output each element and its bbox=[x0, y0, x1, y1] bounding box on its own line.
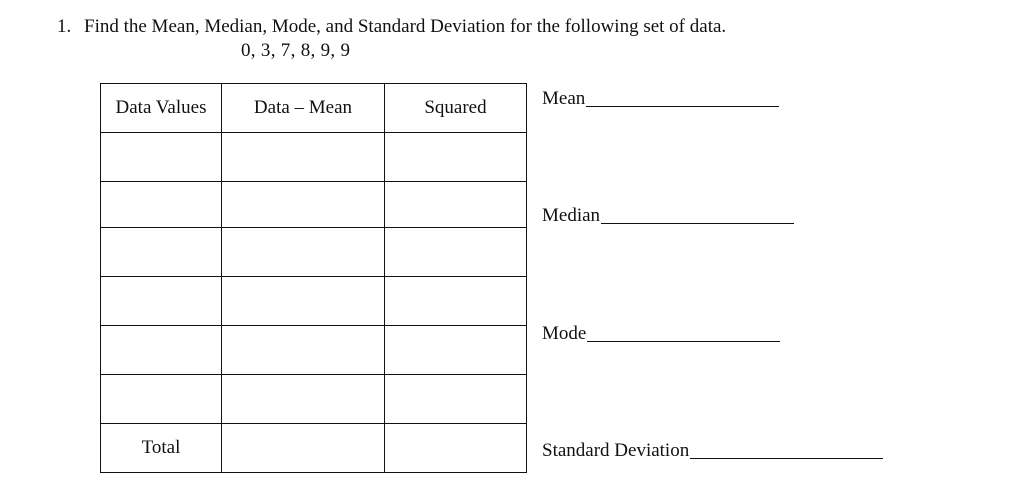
mode-label: Mode bbox=[542, 323, 587, 344]
mean-label: Mean bbox=[542, 88, 586, 109]
standard-deviation-blank[interactable] bbox=[690, 458, 883, 459]
table-header-row bbox=[101, 84, 527, 133]
mean-answer bbox=[542, 88, 779, 110]
total-squared-cell[interactable] bbox=[385, 424, 527, 473]
table-row bbox=[101, 277, 527, 326]
median-blank[interactable] bbox=[601, 223, 794, 224]
header-squared: Squared bbox=[385, 84, 527, 133]
header-data-values: Data Values bbox=[101, 84, 222, 133]
data-set: 0, 3, 7, 8, 9, 9 bbox=[241, 40, 351, 61]
deviation-cell[interactable] bbox=[222, 326, 385, 375]
deviation-cell[interactable] bbox=[222, 182, 385, 228]
table-row bbox=[101, 375, 527, 424]
deviation-cell[interactable] bbox=[222, 133, 385, 182]
table-row bbox=[101, 182, 527, 228]
deviation-cell[interactable] bbox=[222, 228, 385, 277]
data-value-cell[interactable] bbox=[101, 228, 222, 277]
squared-cell[interactable] bbox=[385, 133, 527, 182]
total-deviation-cell[interactable] bbox=[222, 424, 385, 473]
squared-cell[interactable] bbox=[385, 182, 527, 228]
squared-cell[interactable] bbox=[385, 228, 527, 277]
standard-deviation-answer bbox=[542, 440, 883, 462]
data-value-cell[interactable] bbox=[101, 326, 222, 375]
table-row bbox=[101, 133, 527, 182]
data-value-cell[interactable] bbox=[101, 182, 222, 228]
data-value-cell[interactable] bbox=[101, 133, 222, 182]
total-label: Total bbox=[101, 424, 222, 473]
median-answer bbox=[542, 205, 794, 227]
mode-blank[interactable] bbox=[587, 341, 780, 342]
squared-cell[interactable] bbox=[385, 326, 527, 375]
header-data-minus-mean: Data – Mean bbox=[222, 84, 385, 133]
question-prompt: Find the Mean, Median, Mode, and Standard Deviation for the following set of data. bbox=[84, 16, 727, 37]
median-label: Median bbox=[542, 205, 601, 226]
question-number: 1. bbox=[57, 16, 72, 37]
squared-cell[interactable] bbox=[385, 375, 527, 424]
total-row bbox=[101, 424, 527, 473]
standard-deviation-label: Standard Deviation bbox=[542, 440, 690, 461]
question-text bbox=[57, 16, 726, 38]
mean-blank[interactable] bbox=[586, 106, 779, 107]
squared-cell[interactable] bbox=[385, 277, 527, 326]
data-value-cell[interactable] bbox=[101, 277, 222, 326]
worksheet-table bbox=[100, 83, 527, 473]
mode-answer bbox=[542, 323, 780, 345]
table-row bbox=[101, 228, 527, 277]
deviation-cell[interactable] bbox=[222, 277, 385, 326]
data-value-cell[interactable] bbox=[101, 375, 222, 424]
deviation-cell[interactable] bbox=[222, 375, 385, 424]
table-row bbox=[101, 326, 527, 375]
